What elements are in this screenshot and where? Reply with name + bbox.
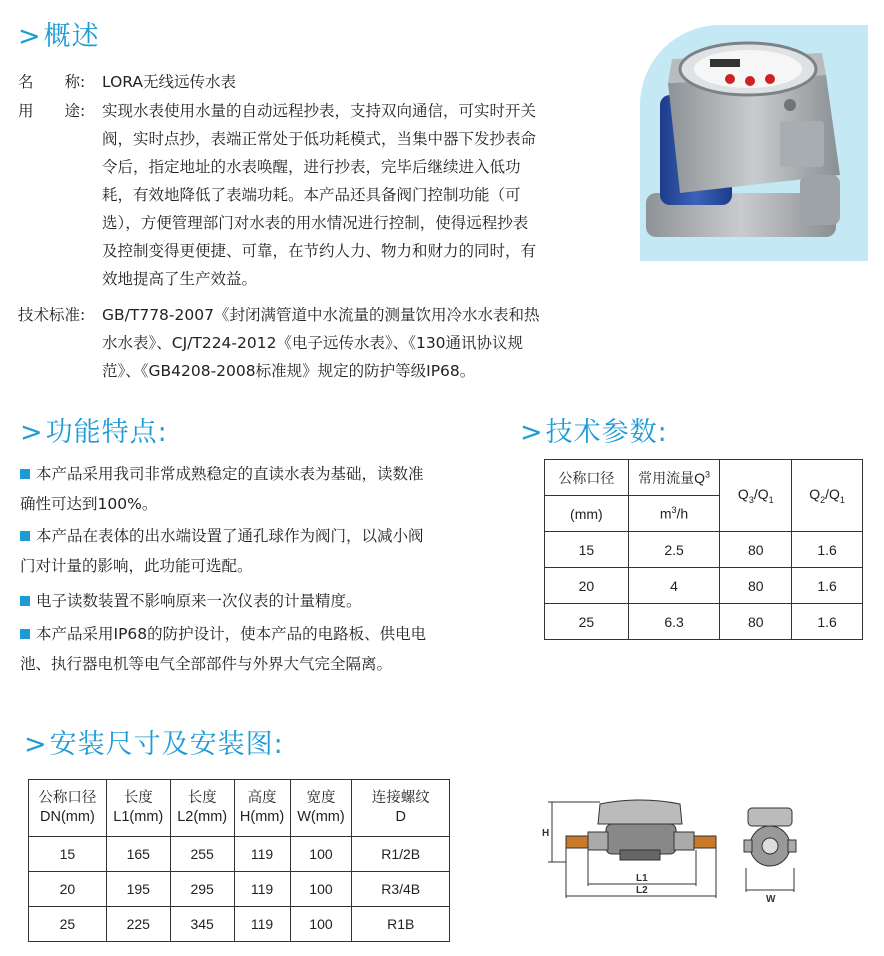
params-title: >技术参数: — [520, 417, 668, 448]
table-row: 20 4 80 1.6 — [545, 568, 863, 604]
install-title: >安装尺寸及安装图: — [24, 729, 284, 760]
params-unit-dn: (mm) — [545, 496, 629, 532]
feature-item: 本产品采用我司非常成熟稳定的直读水表为基础，读数准 确性可达到100%。 — [20, 465, 424, 513]
product-photo — [640, 25, 868, 261]
name-row — [18, 68, 618, 96]
params-table — [544, 459, 863, 640]
bullet-square-icon — [20, 469, 30, 479]
use-row — [18, 97, 628, 293]
install-header-row — [29, 780, 450, 837]
params-header-flow: 常用流量$Q^3$ — [628, 460, 720, 496]
table-row: 25 6.3 80 1.6 — [545, 604, 863, 640]
standard-label: 技术标准: — [18, 306, 86, 324]
standard-text: GB/T778-2007《封闭满管道中水流量的测量饮用冷水水表和热 水水表》、CJ/T224-2012《电子远传水表》、《130通讯协议规 范》、《GB4208-2008标准规》规定的防护等级IP68。 — [102, 306, 540, 380]
feature-item: 本产品在表体的出水端设置了通孔球作为阀门，以减小阀 门对计量的影响，此功能可选配。 — [20, 527, 424, 575]
install-header-thread: 连接螺纹 D — [352, 780, 450, 837]
use-label: 用 途: — [18, 102, 86, 120]
params-header-ratio-q2-q1: $Q_2/Q_1$ — [792, 460, 863, 532]
table-row: 15 165 255 119 100 R1/2B — [29, 837, 450, 872]
params-header-ratio-q3-q1: $Q_3/Q_1$ — [720, 460, 792, 532]
install-table — [28, 779, 450, 942]
use-text: 实现水表使用水量的自动远程抄表，支持双向通信，可实时开关 阀，实时点抄，表端正常处于低功耗模式，当集中器下发抄表命 令后，指定地址的水表唤醒，进行抄表，完毕后继续进入低功 耗，有效地降低了表端功耗。本产品还具备阀门控制功能（可 选），方便管理部门对水表的用水情况进行控制，使得远程抄表 及控制变得更便捷、可靠，在节约人力、物力和财力的同时，有 效地提高了生产效益。 — [102, 102, 537, 288]
install-header-l2: 长度 L2(mm) — [170, 780, 234, 837]
overview-title: >概述 — [18, 21, 100, 52]
features-title: >功能特点: — [20, 417, 168, 448]
bullet-square-icon — [20, 596, 30, 606]
install-header-l1: 长度 L1(mm) — [106, 780, 170, 837]
dim-w-label: W — [766, 894, 776, 905]
dim-h-label: H — [542, 828, 550, 839]
table-row: 20 195 295 119 100 R3/4B — [29, 872, 450, 907]
dim-l2-label: L2 — [636, 885, 648, 896]
feature-item: 电子读数装置不影响原来一次仪表的计量精度。 — [20, 586, 500, 616]
feature-item: 本产品采用IP68的防护设计，使本产品的电路板、供电电 池、执行器电机等电气全部部件与外界大气完全隔离。 — [20, 625, 427, 673]
install-drawing — [540, 790, 800, 910]
name-label: 名 称: — [18, 73, 86, 91]
install-header-h: 高度 H(mm) — [234, 780, 290, 837]
install-header-dn: 公称口径 DN(mm) — [29, 780, 107, 837]
params-header-dn: 公称口径 — [545, 460, 629, 496]
params-unit-flow: $m^3/h$ — [628, 496, 720, 532]
dim-l1-label: L1 — [636, 873, 648, 884]
standard-row — [18, 301, 638, 385]
table-row: 25 225 345 119 100 R1B — [29, 907, 450, 942]
bullet-square-icon — [20, 629, 30, 639]
install-header-w: 宽度 W(mm) — [290, 780, 352, 837]
table-row: 15 2.5 80 1.6 — [545, 532, 863, 568]
name-value: LORA无线远传水表 — [102, 73, 237, 91]
water-meter-image — [640, 25, 868, 261]
bullet-square-icon — [20, 531, 30, 541]
params-header-row — [545, 460, 863, 496]
